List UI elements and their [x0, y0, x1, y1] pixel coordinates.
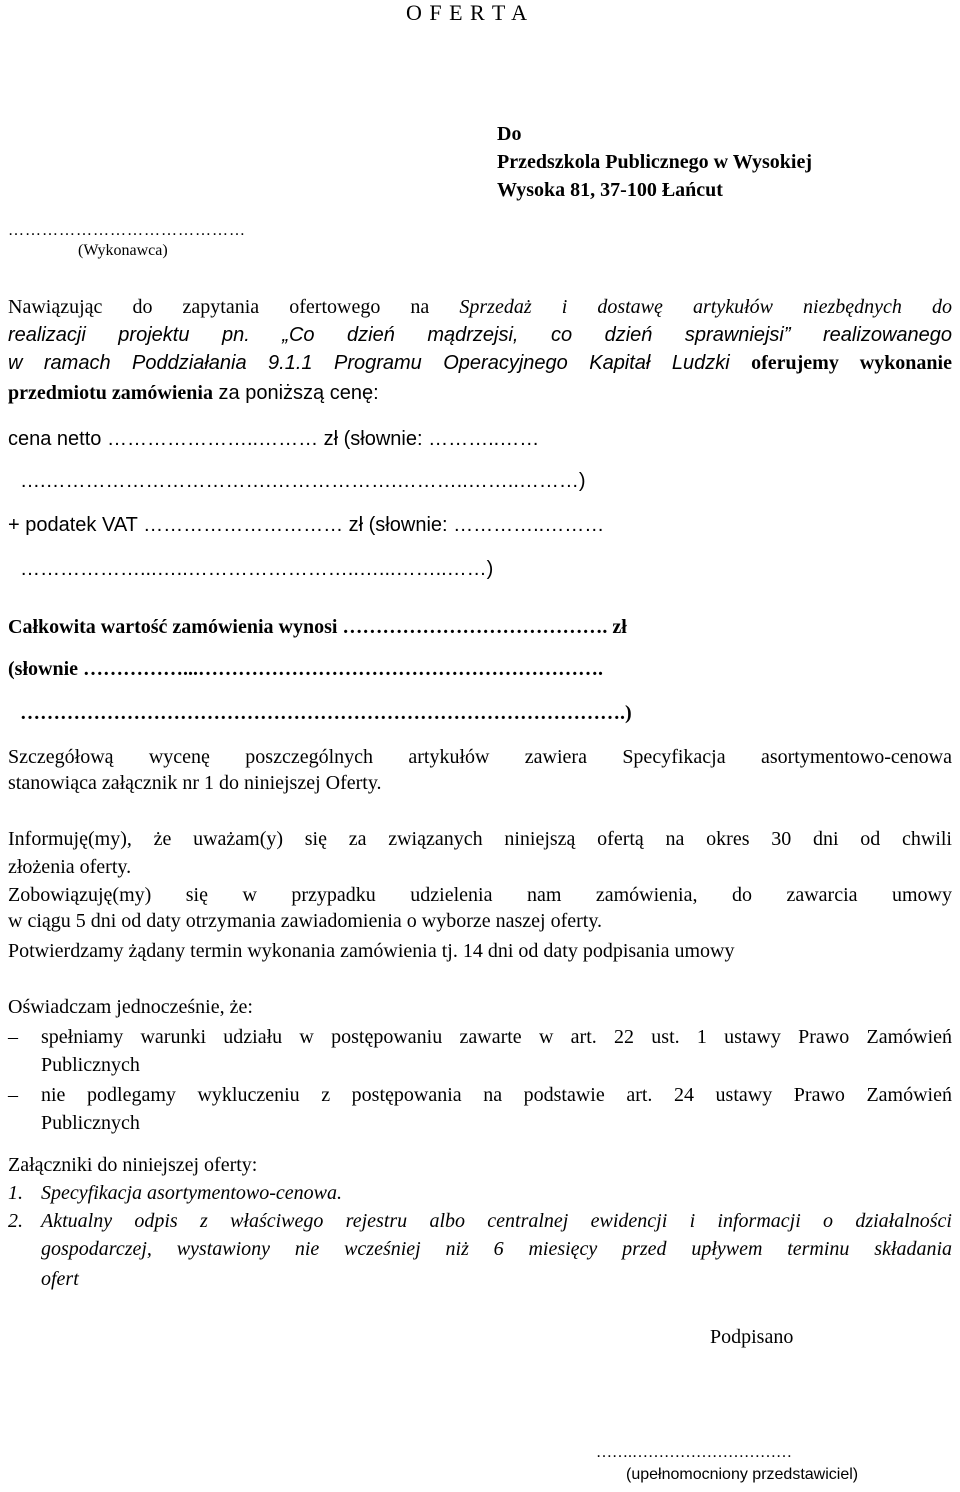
declaration-item-1-line-2: Publicznych — [41, 1054, 140, 1076]
recipient-address — [497, 120, 812, 204]
declaration-item-1-line-1: spełniamy warunki udziału w postępowaniu zawarte w art. 22 ust. 1 ustawy Prawo Zamówień — [41, 1026, 952, 1048]
contractor-label: (Wykonawca) — [78, 242, 168, 259]
attachment-item-1: Specyfikacja asortymentowo-cenowa. — [41, 1182, 343, 1204]
document-title: O F E R T A — [406, 0, 529, 25]
recipient-line: Przedszkola Publicznego w Wysokiej — [497, 151, 812, 173]
recipient-line: Do — [497, 123, 522, 145]
intro-line-3: w ramach Poddziałania 9.1.1 Programu Operacyjnego Kapitał Ludzki oferujemy wykonanie — [8, 352, 952, 374]
declaration-intro: Oświadczam jednocześnie, że: — [8, 996, 253, 1018]
info-line-1: Informuję(my), że uważam(y) się za związanych niniejszą ofertą na okres 30 dni od chwili — [8, 828, 952, 850]
intro-line-4: przedmiotu zamówienia za poniższą cenę: — [8, 382, 379, 404]
vat-field[interactable]: + podatek VAT ………………………… zł (słownie: …………..……… — [8, 514, 605, 536]
declaration-item-2-line-1: nie podlegamy wykluczeniu z postępowania na podstawie art. 24 ustawy Prawo Zamówień — [41, 1084, 952, 1106]
declaration-item-2-line-2: Publicznych — [41, 1112, 140, 1134]
signature-role: (upełnomocniony przedstawiciel) — [626, 1466, 859, 1483]
total-words-field[interactable]: (słownie ……………...……………………………………………………. — [8, 658, 603, 680]
intro-line-2: realizacji projektu pn. „Co dzień mądrzejsi, co dzień sprawniejsi” realizowanego — [8, 324, 952, 346]
signature-field[interactable]: …….………………………… — [596, 1444, 792, 1461]
vat-words-field[interactable]: ………………...…..……………………..…...……..……) — [20, 558, 494, 580]
obligation-line-1: Zobowiązuję(my) się w przypadku udzielenia nam zamówienia, do zawarcia umowy — [8, 884, 952, 906]
attachment-number: 1. — [8, 1182, 23, 1204]
recipient-line: Wysoka 81, 37-100 Łańcut — [497, 179, 723, 201]
attachments-title: Załączniki do niniejszej oferty: — [8, 1154, 258, 1176]
attachment-item-2-line-1: Aktualny odpis z właściwego rejestru albo centralnej ewidencji i informacji o działalności — [41, 1210, 952, 1232]
attachment-item-2-line-3: ofert — [41, 1268, 79, 1290]
intro-line-1: Nawiązując do zapytania ofertowego na Sprzedaż i dostawę artykułów niezbędnych do — [8, 296, 952, 318]
spec-line-2: stanowiąca załącznik nr 1 do niniejszej Oferty. — [8, 772, 382, 794]
contractor-field[interactable]: …………………………………… — [8, 222, 246, 239]
deadline-confirmation: Potwierdzamy żądany termin wykonania zamówienia tj. 14 dni od daty podpisania umowy — [8, 940, 735, 962]
net-price-words-field[interactable]: ….…………………………….……………….………..……..………) — [20, 470, 586, 492]
attachment-item-2-line-2: gospodarczej, wystawiony nie wcześniej niż 6 miesięcy przed upływem terminu składania — [41, 1238, 952, 1260]
info-line-2: złożenia oferty. — [8, 856, 132, 878]
attachment-number: 2. — [8, 1210, 23, 1232]
declaration-bullet-icon: – — [8, 1026, 18, 1048]
net-price-field[interactable]: cena netto …………………..……… zł (słownie: ………..…… — [8, 428, 540, 450]
obligation-line-2: w ciągu 5 dni od daty otrzymania zawiadomienia o wyborze naszej oferty. — [8, 910, 603, 932]
signature-label: Podpisano — [710, 1326, 794, 1348]
declaration-bullet-icon: – — [8, 1084, 18, 1106]
spec-line-1: Szczegółową wycenę poszczególnych artykułów zawiera Specyfikacja asortymentowo-cenowa — [8, 746, 952, 768]
total-value-field[interactable]: Całkowita wartość zamówienia wynosi …………………………………. zł — [8, 616, 627, 638]
total-words-field-cont[interactable]: ……………………………………………………………………………….) — [20, 702, 632, 724]
